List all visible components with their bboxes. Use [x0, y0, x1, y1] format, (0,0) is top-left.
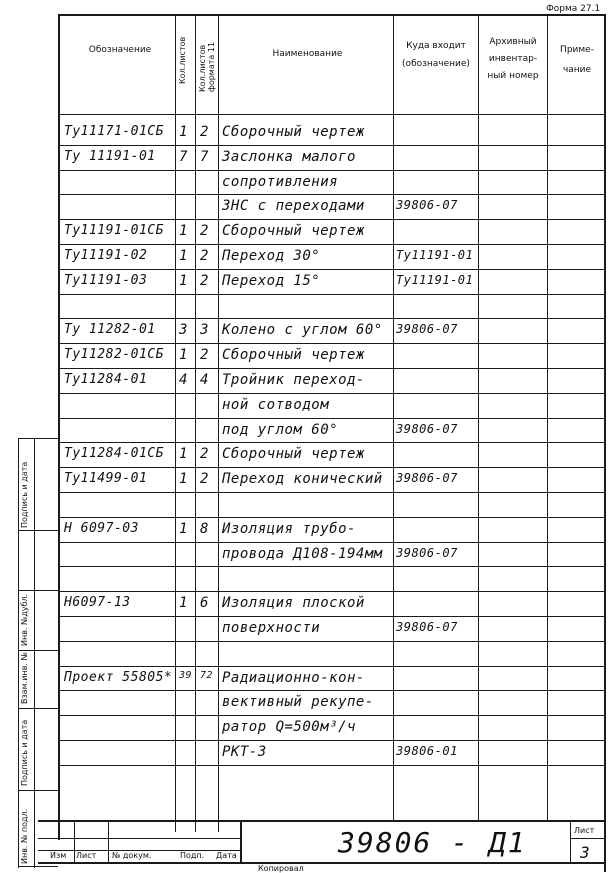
strip-div-3 — [18, 650, 58, 651]
col-sheets-left — [175, 14, 176, 832]
form-label: Форма 27.1 — [546, 4, 601, 14]
stamp-v2 — [108, 820, 109, 864]
row-name: Тройник переход- — [222, 372, 365, 388]
row-sheets: 1 — [179, 471, 188, 488]
stamp-sheet-div — [570, 838, 606, 839]
header-note-2: чание — [562, 65, 592, 75]
side-label-inv-podl: Инв. № подл. — [20, 808, 29, 864]
row-where-used: Ту11191-01 — [396, 272, 474, 287]
row-name: Заслонка малого — [222, 148, 356, 165]
row-name: Переход 30° — [222, 248, 321, 264]
row-sheets: 1 — [179, 223, 188, 240]
header-designation: Обозначение — [88, 45, 152, 55]
row-sheets-format: 2 — [200, 471, 209, 488]
row-designation: Ту11171-01СБ — [64, 124, 164, 139]
row-line — [58, 418, 606, 419]
row-sheets-format: 7 — [200, 148, 209, 165]
row-designation: Ту11191-03 — [64, 272, 148, 288]
row-designation: Ту11284-01 — [64, 372, 148, 387]
row-sheets-format: 6 — [200, 595, 209, 612]
stamp-doc-code: 39806 - Д1 — [338, 826, 527, 859]
footer-copied: Копировал — [258, 864, 304, 873]
side-label-vzam-inv: Взам.инв. № — [20, 652, 29, 704]
strip-div-5 — [18, 790, 58, 791]
strip-bottom — [18, 866, 58, 867]
row-designation: Ту11499-01 — [64, 471, 148, 487]
stamp-bottom — [38, 862, 606, 864]
row-name: ной сотводом — [222, 396, 330, 413]
row-designation: Ту11191-02 — [64, 248, 148, 263]
stamp-v5 — [570, 820, 571, 864]
row-sheets: 1 — [179, 595, 188, 612]
row-line — [58, 641, 606, 642]
row-sheets-format: 2 — [200, 248, 209, 264]
row-line — [58, 318, 606, 319]
row-name: под углом 60° — [222, 421, 339, 438]
row-name: поверхности — [222, 620, 321, 636]
stamp-list: Лист — [76, 851, 97, 860]
row-line — [58, 269, 606, 270]
row-designation: Ту11282-01СБ — [64, 347, 164, 363]
stamp-sheet-number: 3 — [580, 843, 591, 862]
row-name: Изоляция плоской — [222, 595, 365, 612]
row-sheets-format: 4 — [200, 372, 209, 388]
row-sheets-format: 8 — [200, 520, 209, 537]
row-sheets: 1 — [179, 272, 188, 289]
header-sheets-format: Кол.листов формата 11 — [198, 41, 216, 92]
frame-top — [58, 14, 606, 16]
row-line — [58, 740, 606, 741]
row-line — [58, 442, 606, 443]
row-where-used: 39806-07 — [396, 471, 458, 486]
row-where-used: 39806-07 — [396, 322, 458, 337]
row-line — [58, 393, 606, 394]
stamp-sheet-label: Лист — [574, 826, 595, 835]
row-line — [58, 616, 606, 617]
row-designation: Ту11191-01СБ — [64, 223, 164, 239]
header-archive-3: ный номер — [487, 71, 539, 81]
stamp-top — [38, 820, 606, 822]
row-where-used: 39806-07 — [396, 620, 458, 634]
header-sheets: Кол.листов — [178, 36, 187, 84]
row-designation: Ту 11282-01 — [64, 322, 156, 338]
row-name: РКТ-3 — [222, 744, 267, 760]
row-sheets-format: 2 — [200, 446, 209, 463]
side-label-inv-dubl: Инв. №дубл. — [20, 593, 29, 646]
row-line — [58, 492, 606, 493]
row-name: Сборочный чертеж — [222, 446, 365, 463]
col-name-left — [218, 14, 219, 832]
row-name: Переход конический — [222, 471, 383, 488]
row-name: Сборочный чертеж — [222, 347, 365, 364]
side-label-sign-date-1: Подпись и дата — [20, 461, 29, 528]
row-line — [58, 715, 606, 716]
row-line — [58, 219, 606, 220]
row-name: Изоляция трубо- — [222, 520, 356, 537]
row-line — [58, 145, 606, 146]
row-where-used: 39806-07 — [396, 545, 458, 560]
row-name: Сборочный чертеж — [222, 124, 365, 140]
row-line — [58, 170, 606, 171]
row-name: Сборочный чертеж — [222, 223, 365, 240]
row-designation: Ту 11191-01 — [64, 148, 156, 164]
stamp-v1 — [74, 820, 75, 864]
row-sheets: 1 — [179, 124, 188, 140]
header-bottom — [58, 114, 606, 115]
header-note-1: Приме- — [560, 45, 594, 55]
row-name: вективный рекупе- — [222, 694, 374, 711]
row-sheets: 1 — [179, 446, 188, 463]
row-sheets: 39 — [179, 669, 193, 681]
row-line — [58, 517, 606, 518]
row-line — [58, 294, 606, 295]
col-fmt-left — [195, 14, 196, 832]
stamp-sign: Подп. — [180, 851, 205, 860]
strip-mid — [34, 438, 35, 868]
row-where-used: 39806-01 — [396, 744, 458, 758]
strip-div-2 — [18, 590, 58, 591]
row-line — [58, 690, 606, 691]
row-name: Переход 15° — [222, 272, 321, 289]
row-sheets: 4 — [179, 372, 188, 388]
row-where-used: Ту11191-01 — [396, 248, 474, 262]
stamp-izm: Изм — [50, 851, 67, 860]
stamp-mid-1 — [38, 838, 240, 839]
row-sheets-format: 2 — [200, 223, 209, 240]
row-name: сопротивления — [222, 173, 339, 190]
header-archive-1: Архивный — [489, 37, 537, 47]
strip-div-1 — [18, 530, 58, 531]
row-sheets-format: 2 — [200, 272, 209, 289]
header-archive-2: инвентар- — [488, 54, 538, 64]
header-name: Наименование — [272, 49, 343, 59]
side-label-sign-date-2: Подпись и дата — [20, 719, 29, 786]
row-name: провода Д108-194мм — [222, 545, 383, 562]
row-line — [58, 368, 606, 369]
strip-top — [18, 438, 58, 439]
row-line — [58, 666, 606, 667]
row-line — [58, 765, 606, 766]
strip-left — [18, 438, 19, 868]
row-where-used: 39806-07 — [396, 421, 458, 436]
row-name: ЗНС с переходами — [222, 198, 365, 215]
row-line — [58, 591, 606, 592]
stamp-v4 — [240, 820, 242, 864]
row-line — [58, 244, 606, 245]
row-sheets: 1 — [179, 347, 188, 364]
row-line — [58, 566, 606, 567]
stamp-date: Дата — [216, 851, 237, 860]
row-line — [58, 194, 606, 195]
strip-div-4 — [18, 708, 58, 709]
row-sheets-format: 2 — [200, 124, 209, 140]
row-line — [58, 343, 606, 344]
row-sheets: 1 — [179, 520, 188, 537]
row-name: ратор Q=500м³/ч — [222, 719, 356, 736]
row-designation: Н6097-13 — [64, 595, 131, 611]
row-line — [58, 542, 606, 543]
row-sheets: 1 — [179, 248, 188, 264]
row-designation: Ту11284-01СБ — [64, 446, 164, 462]
row-sheets: 7 — [179, 148, 188, 165]
row-sheets-format: 2 — [200, 347, 209, 364]
row-sheets: 3 — [179, 322, 188, 339]
row-designation: Н 6097-03 — [64, 520, 139, 536]
header-where-2: (обозначение) — [402, 59, 470, 69]
row-designation: Проект 55805* — [64, 669, 173, 685]
row-sheets-format: 72 — [200, 669, 214, 681]
row-where-used: 39806-07 — [396, 198, 458, 213]
stamp-doc-no: № докум. — [112, 851, 152, 860]
header-where-1: Куда входит — [406, 41, 466, 51]
row-name: Радиационно-кон- — [222, 669, 365, 686]
row-line — [58, 467, 606, 468]
row-sheets-format: 3 — [200, 322, 209, 339]
row-name: Колено с углом 60° — [222, 322, 383, 339]
